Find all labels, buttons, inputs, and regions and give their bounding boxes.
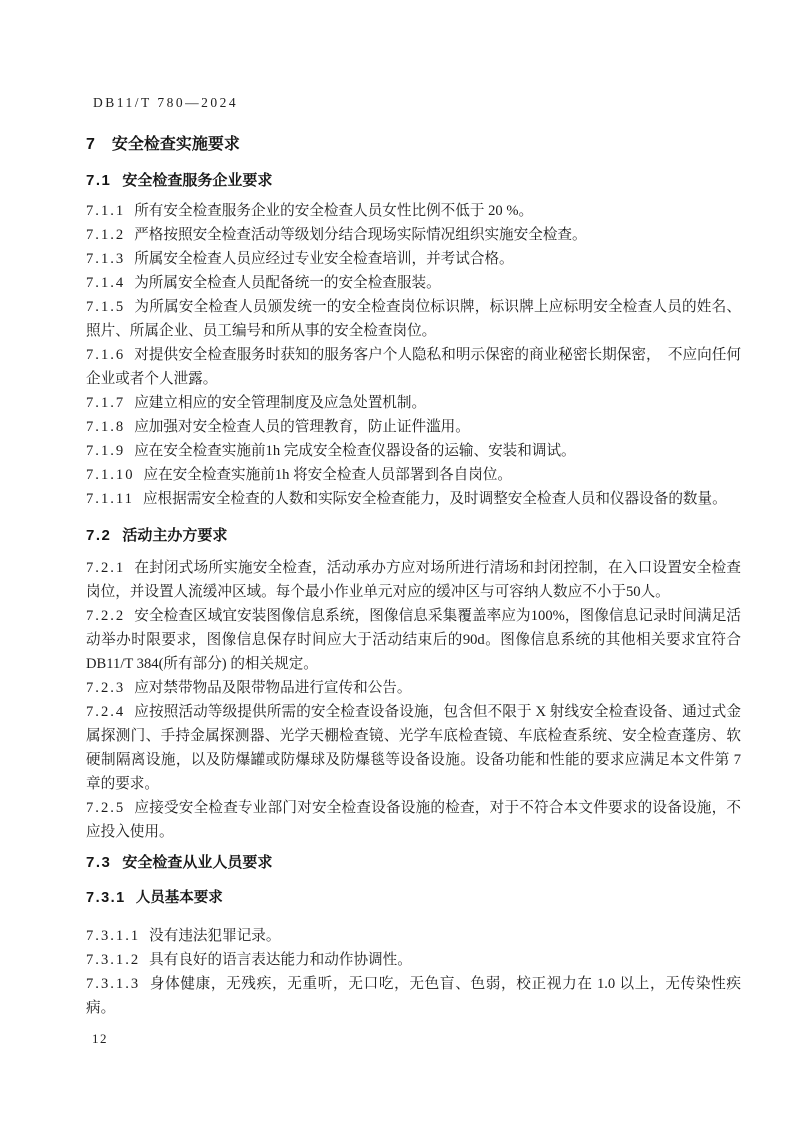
clause-7-1-11 — [86, 487, 741, 511]
clause-text: 对提供安全检查服务时获知的服务客户个人隐私和明示保密的商业秘密长期保密， 不应向任何企业或者个人泄露。 — [86, 347, 741, 387]
section-heading-7-1 — [86, 172, 741, 189]
clause-number: 7.3.1.1 — [86, 928, 141, 944]
clause-number: 7.1.11 — [86, 491, 134, 507]
section-number-7-2: 7.2 — [86, 527, 112, 544]
clause-text: 所有安全检查服务企业的安全检查人员女性比例不低于 20 %。 — [134, 203, 534, 219]
chapter-heading — [86, 136, 741, 154]
clause-7-2-4 — [86, 700, 741, 796]
clause-text: 安全检查区域宜安装图像信息系统，图像信息采集覆盖率应为100%，图像信息记录时间满足活动举办时限要求，图像信息保存时间应大于活动结束后的90d。图像信息系统的其他相关要求宜符合DB11/T 384(所有部分) 的相关规定。 — [86, 608, 741, 672]
clause-number: 7.1.10 — [86, 467, 135, 483]
subsection-heading-7-3-1 — [86, 890, 741, 907]
clause-number: 7.2.5 — [86, 800, 126, 816]
clause-number: 7.2.4 — [86, 704, 126, 720]
chapter-number: 7 — [86, 136, 96, 153]
clause-7-1-1 — [86, 199, 741, 223]
clause-7-1-9 — [86, 439, 741, 463]
clause-text: 身体健康，无残疾，无重听，无口吃，无色盲、色弱，校正视力在 1.0 以上，无传染性疾病。 — [86, 976, 741, 1016]
clause-7-1-5 — [86, 295, 741, 343]
clause-text: 所属安全检查人员应经过专业安全检查培训，并考试合格。 — [134, 251, 514, 267]
clause-7-3-1-1 — [86, 924, 741, 948]
clause-7-1-3 — [86, 247, 741, 271]
clause-text: 应对禁带物品及限带物品进行宣传和公告。 — [134, 680, 412, 696]
clause-text: 应根据需安全检查的人数和实际安全检查能力，及时调整安全检查人员和仪器设备的数量。 — [142, 491, 727, 507]
clause-text: 为所属安全检查人员配备统一的安全检查服装。 — [134, 275, 441, 291]
standard-number: DB11/T 780—2024 — [93, 95, 239, 110]
section-number-7-1: 7.1 — [86, 172, 112, 189]
clause-7-1-4 — [86, 271, 741, 295]
clause-text: 为所属安全检查人员颁发统一的安全检查岗位标识牌，标识牌上应标明安全检查人员的姓名、照片、所属企业、员工编号和所从事的安全检查岗位。 — [86, 299, 741, 339]
clause-7-3-1-3 — [86, 972, 741, 1020]
clause-text: 应加强对安全检查人员的管理教育，防止证件滥用。 — [134, 419, 470, 435]
clause-7-3-1-2 — [86, 948, 741, 972]
section-title-7-1: 安全检查服务企业要求 — [122, 172, 273, 189]
clause-7-2-2 — [86, 604, 741, 676]
clause-text: 应接受安全检查专业部门对安全检查设备设施的检查，对于不符合本文件要求的设备设施，不应投入使用。 — [86, 800, 741, 840]
clause-number: 7.1.7 — [86, 395, 126, 411]
clause-number: 7.3.1.3 — [86, 976, 141, 992]
clause-7-1-7 — [86, 391, 741, 415]
clause-number: 7.2.2 — [86, 608, 126, 624]
clause-text: 具有良好的语言表达能力和动作协调性。 — [149, 952, 412, 968]
section-number-7-3: 7.3 — [86, 854, 112, 871]
clause-7-1-2 — [86, 223, 741, 247]
section-title-7-3: 安全检查从业人员要求 — [122, 854, 273, 871]
clause-text: 没有违法犯罪记录。 — [149, 928, 281, 944]
clause-7-2-3 — [86, 676, 741, 700]
section-heading-7-3 — [86, 854, 741, 871]
clause-number: 7.2.1 — [86, 560, 126, 576]
clause-number: 7.1.8 — [86, 419, 126, 435]
clause-number: 7.1.1 — [86, 203, 126, 219]
clause-7-2-5 — [86, 796, 741, 844]
subsection-number-7-3-1: 7.3.1 — [86, 890, 126, 906]
clause-7-1-6 — [86, 343, 741, 391]
clause-7-1-10 — [86, 463, 741, 487]
clause-text: 应按照活动等级提供所需的安全检查设备设施，包含但不限于 X 射线安全检查设备、通过式金属探测门、手持金属探测器、光学天棚检查镜、光学车底检查镜、车底检查系统、安全检查蓬房、软硬制隔离设施，以及防爆罐或防爆球及防爆毯等设备设施。设备功能和性能的要求应满足本文件第 7 章的要求。 — [86, 704, 741, 792]
clause-text: 应在安全检查实施前1h 完成安全检查仪器设备的运输、安装和调试。 — [134, 443, 576, 459]
clause-text: 应在安全检查实施前1h 将安全检查人员部署到各自岗位。 — [143, 467, 512, 483]
clause-number: 7.1.9 — [86, 443, 126, 459]
document-body — [86, 128, 741, 1020]
clause-number: 7.1.2 — [86, 227, 126, 243]
clause-text: 严格按照安全检查活动等级划分结合现场实际情况组织实施安全检查。 — [134, 227, 587, 243]
clause-number: 7.1.4 — [86, 275, 126, 291]
clause-7-1-8 — [86, 415, 741, 439]
section-title-7-2: 活动主办方要求 — [122, 527, 228, 544]
page-number: 12 — [92, 1031, 108, 1046]
clause-7-2-1 — [86, 556, 741, 604]
clause-number: 7.1.5 — [86, 299, 126, 315]
section-heading-7-2 — [86, 527, 741, 544]
clause-number: 7.2.3 — [86, 680, 126, 696]
clause-text: 应建立相应的安全管理制度及应急处置机制。 — [134, 395, 427, 411]
clause-number: 7.1.6 — [86, 347, 126, 363]
subsection-title-7-3-1: 人员基本要求 — [135, 890, 223, 906]
clause-text: 在封闭式场所实施安全检查，活动承办方应对场所进行清场和封闭控制，在入口设置安全检查岗位，并设置人流缓冲区域。每个最小作业单元对应的缓冲区与可容纳人数应不小于50人。 — [86, 560, 741, 600]
clause-number: 7.3.1.2 — [86, 952, 141, 968]
chapter-title: 安全检查实施要求 — [111, 136, 240, 153]
clause-number: 7.1.3 — [86, 251, 126, 267]
